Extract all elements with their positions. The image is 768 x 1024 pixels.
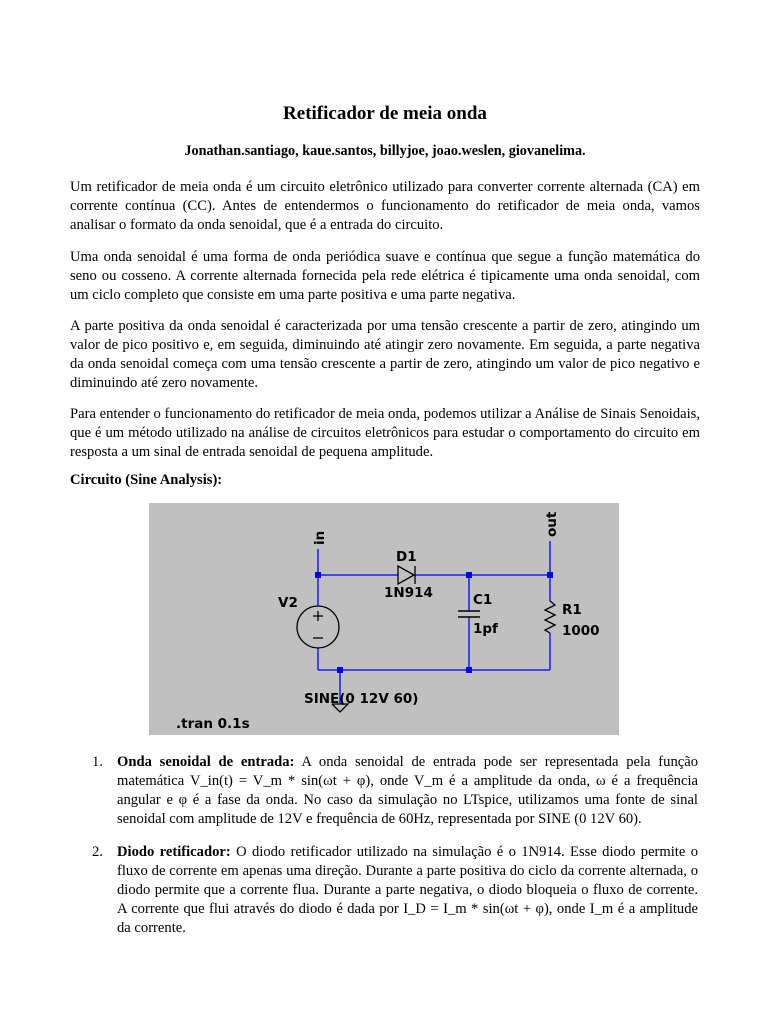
node-label-in: in [312, 530, 328, 545]
list-item-lead: Onda senoidal de entrada: [117, 754, 295, 770]
paragraph-positive-negative: A parte positiva da onda senoidal é caracterizada por uma tensão crescente a partir de zero, atingindo um valor de pico positivo e, em seguida, diminuindo até atingir zero novamente. Em seguida, a parte negativa da onda senoidal começa com uma tensão crescente a partir de zero, atingindo um valor de pico negativo e diminuindo até zero novamente. [70, 318, 700, 391]
resistor-value-label: 1000 [562, 623, 600, 639]
resistor-ref-label: R1 [562, 602, 582, 618]
paragraph-intro: Um retificador de meia onda é um circuito eletrônico utilizado para converter corrente alternada (CA) em corrente contínua (CC). Antes de entendermos o funcionamento do retificador de meia onda, vamos analisar o formato da onda senoidal, que é a entrada do circuito. [70, 179, 700, 233]
source-value-label: SINE(0 12V 60) [304, 691, 419, 707]
junction-dot [315, 572, 321, 578]
paragraph-sine-analysis: Para entender o funcionamento do retificador de meia onda, podemos utilizar a Análise de Sinais Senoidais, que é um método utilizado na análise de circuitos eletrônicos para estudar o comportamento do circuito em resposta a um sinal de entrada senoidal de pequena amplitude. [70, 406, 700, 460]
resistor-icon [545, 601, 555, 633]
capacitor-icon [458, 611, 480, 617]
schematic-svg [149, 503, 619, 735]
node-label-out: out [544, 511, 560, 537]
paragraph-sine-wave: Uma onda senoidal é uma forma de onda periódica suave e contínua que segue a função matemática do seno ou cosseno. A corrente alternada fornecida pela rede elétrica é tipicamente uma onda senoidal, com um ciclo completo que consiste em uma parte positiva e uma parte negativa. [70, 249, 700, 303]
list-item-number: 2. [92, 844, 103, 860]
list-item-text: A onda senoidal de entrada pode ser representada pela função matemática V_in(t) = V_m * sin(ωt + φ), onde V_m é a amplitude da onda, ω é a frequência angular e φ é a fase da onda. No caso da simulação no LTspice, utilizamos uma fonte de sinal senoidal com amplitude de 12V e frequência de 60Hz, representada por SINE (0 12V 60). [117, 754, 699, 827]
list-item-text: O diodo retificador utilizado na simulação é o 1N914. Esse diodo permite o fluxo de corrente em apenas uma direção. Durante a parte positiva do ciclo da corrente alternada, o diodo permite que a corrente flua. Durante a parte negativa, o diodo bloqueia o fluxo de corrente. A corrente que flui através do diodo é dada por I_D = I_m * sin(ωt + φ), onde I_m é a amplitude da corrente. [117, 844, 698, 936]
junction-dot [466, 572, 472, 578]
circuit-section-heading: Circuito (Sine Analysis): [70, 472, 223, 488]
source-ref-label: V2 [278, 595, 298, 611]
schematic-labels [176, 511, 600, 732]
capacitor-value-label: 1pf [473, 621, 498, 637]
schematic-junctions [315, 572, 553, 673]
directive-label: .tran 0.1s [176, 716, 250, 732]
circuit-schematic [149, 503, 619, 735]
list-item-lead: Diodo retificador: [117, 844, 231, 860]
junction-dot [466, 667, 472, 673]
author-list: Jonathan.santiago, kaue.santos, billyjoe, joao.weslen, giovanelima. [184, 143, 586, 159]
voltage-source-icon [297, 606, 339, 648]
junction-dot [337, 667, 343, 673]
list-item-body [117, 843, 698, 938]
list-item-number: 1. [92, 754, 103, 770]
list-item-body [117, 753, 698, 829]
junction-dot [547, 572, 553, 578]
diode-icon [398, 566, 415, 584]
schematic-wires [318, 541, 550, 704]
capacitor-ref-label: C1 [473, 592, 493, 608]
document-title: Retificador de meia onda [283, 103, 487, 124]
diode-model-label: 1N914 [384, 585, 433, 601]
diode-ref-label: D1 [396, 549, 417, 565]
